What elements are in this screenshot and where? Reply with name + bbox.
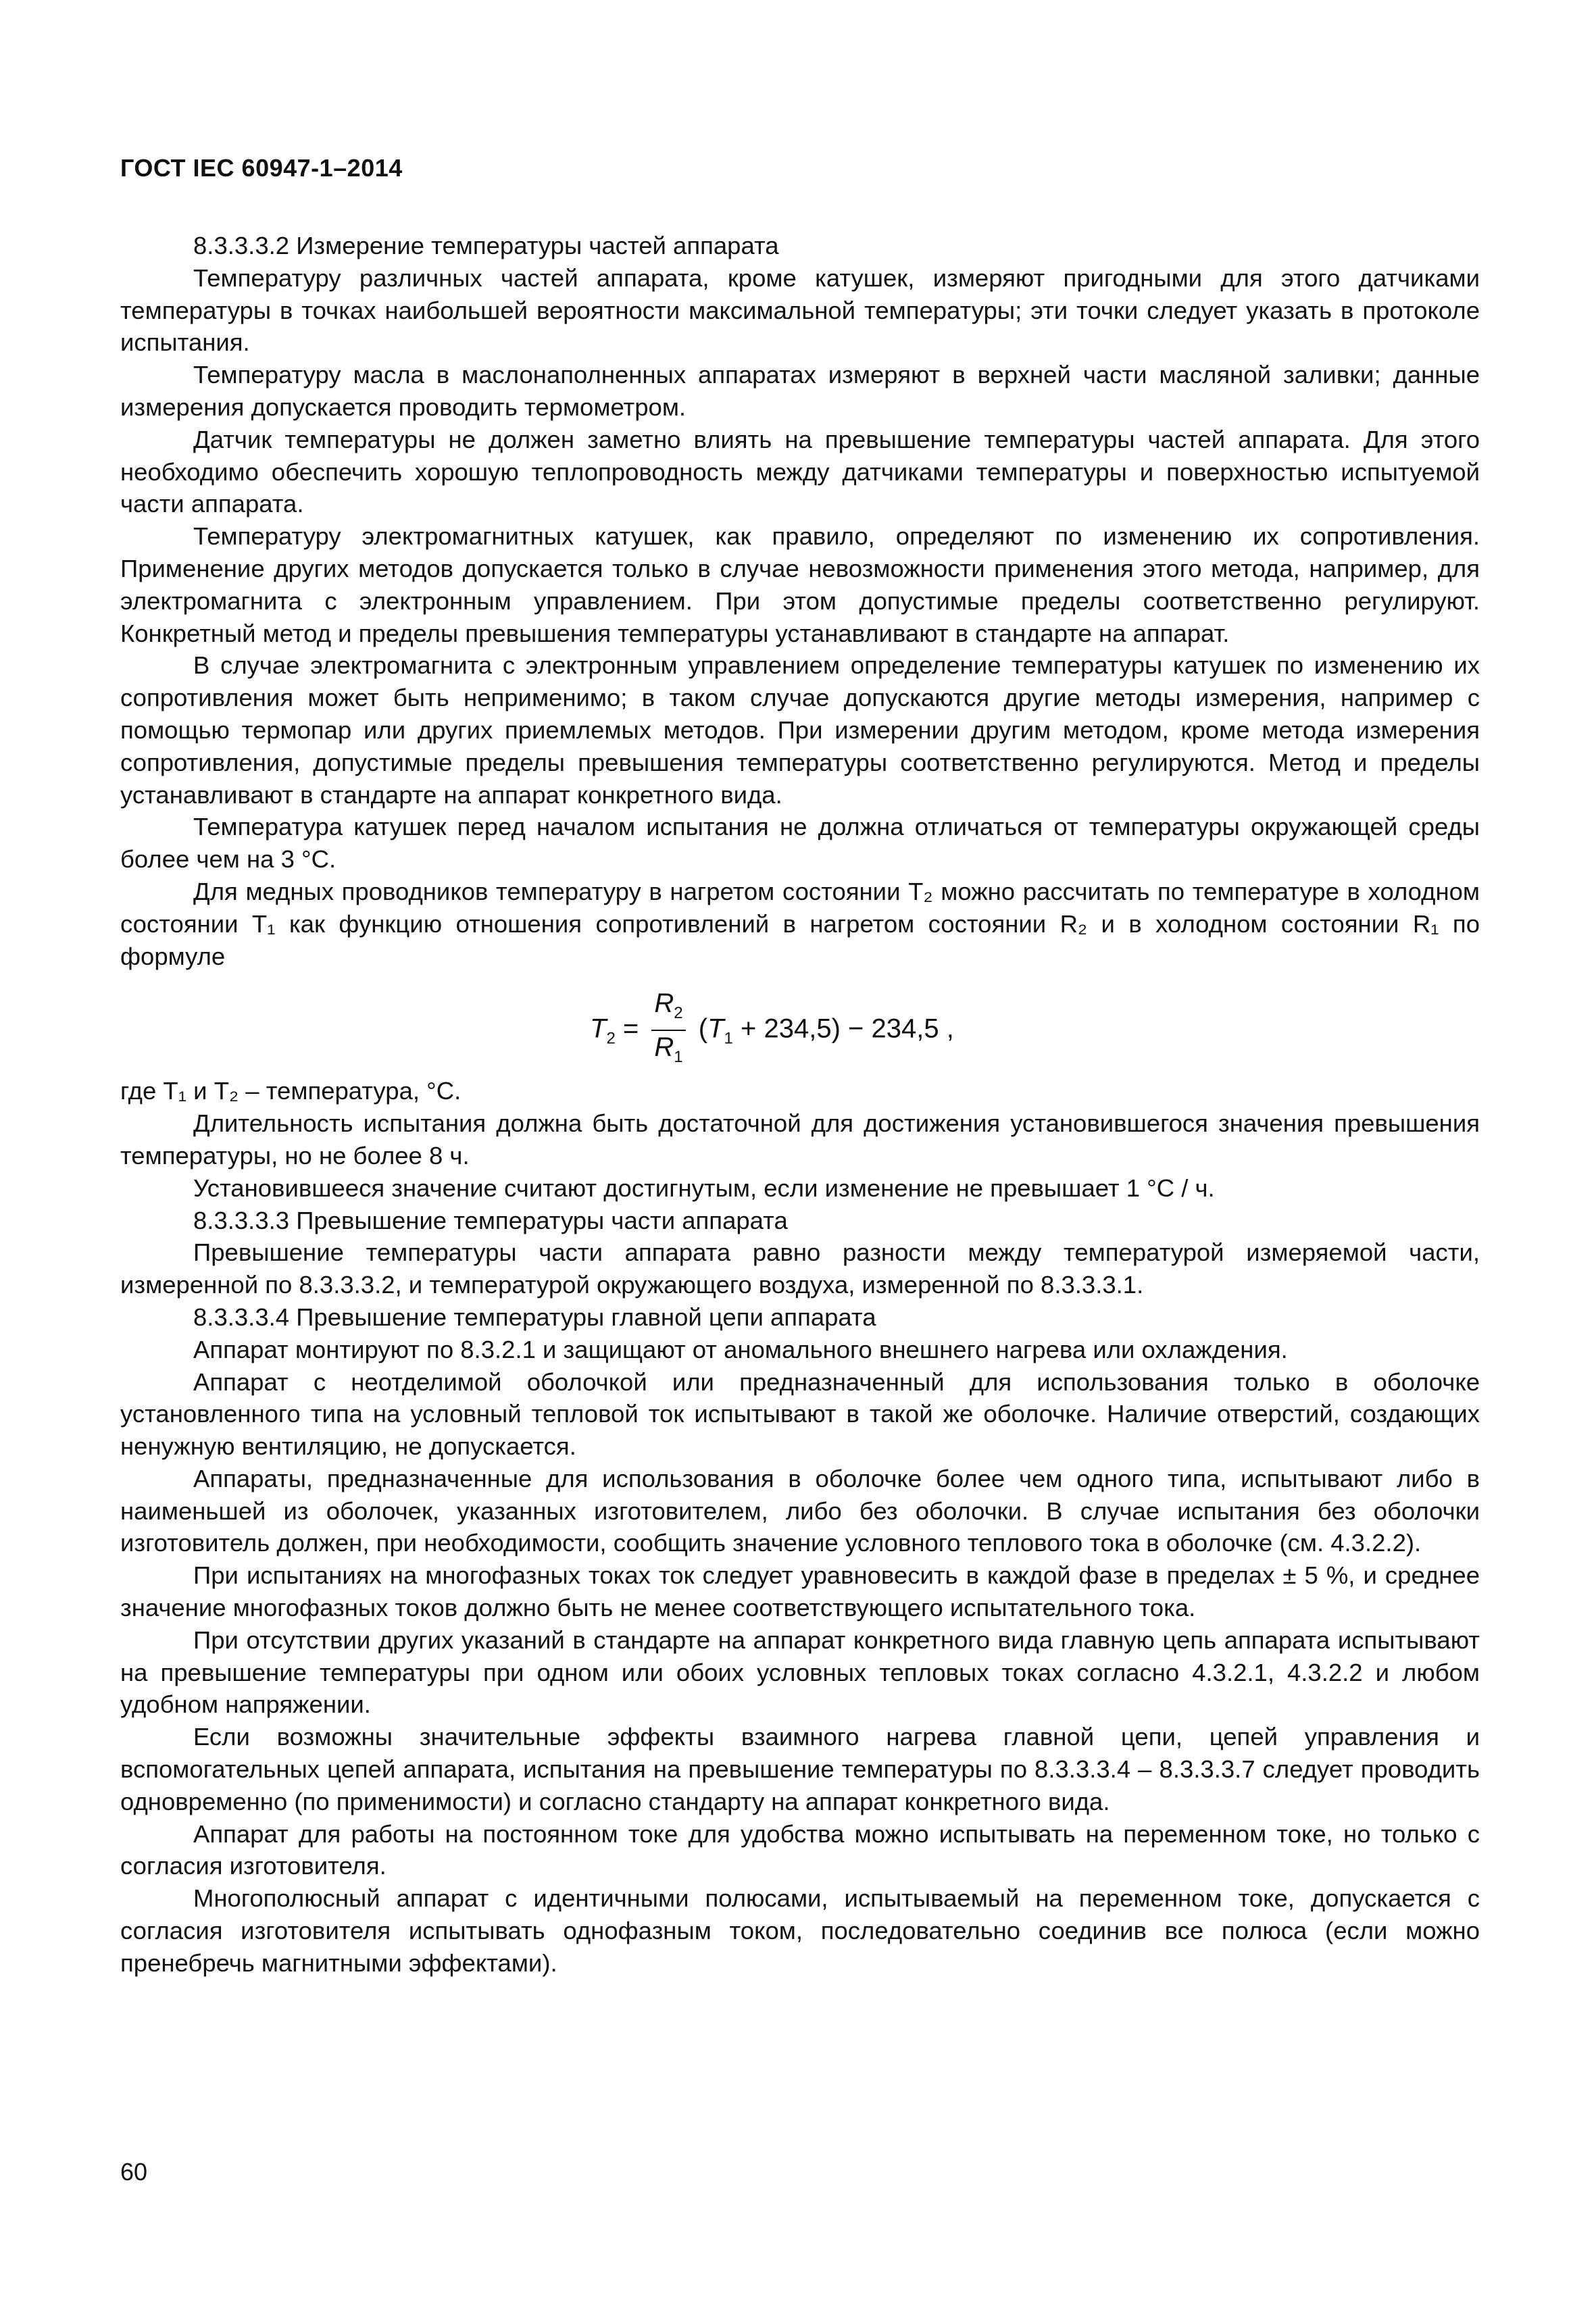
paragraph: В случае электромагнита с электронным управлением определение температуры катушек по изменению их сопротивления может быть неприменимо; в таком случае допускаются другие методы измерения, например с помощью термопар или других приемлемых методов. При измерении другим методом, кроме метода измерения сопротивления, допустимые пределы превышения температуры соответственно регулируются. Метод и пределы устанавливают в стандарте на аппарат конкретного вида. xyxy=(120,651,1480,809)
formula-lhs: T xyxy=(590,1013,607,1044)
paragraph: Температуру электромагнитных катушек, как правило, определяют по изменению их сопротивления. Применение других методов допускается только в случае невозможности применения этого метода, например, для электромагнита с электронным управлением. При этом допустимые пределы соответственно регулируют. Конкретный метод и пределы превышения температуры устанавливают в стандарте на аппарат. xyxy=(120,522,1480,647)
formula-expression: $T_2$ = $\frac{R_2}{R_1}$ $(T_1 + 234,5) - 234,5$ , xyxy=(590,987,954,1074)
formula-denominator: $R_1$ xyxy=(654,1032,683,1067)
formula xyxy=(120,972,1480,1075)
page-header: ГОСТ IEC 60947-1–2014 xyxy=(120,154,403,182)
formula-rest: + 234,5) − 234,5 , xyxy=(732,1013,954,1044)
section-heading: 8.3.3.3.2 Измерение температуры частей аппарата xyxy=(193,232,779,259)
formula-t1: T xyxy=(707,1013,724,1044)
paragraphs-before-formula xyxy=(120,230,1480,972)
paragraph: Установившееся значение считают достигнутым, если изменение не превышает 1 °С / ч. xyxy=(193,1174,1215,1202)
paragraph: Аппараты, предназначенные для использования в оболочке более чем одного типа, испытывают либо в наименьшей из оболочек, указанных изготовителем, либо без оболочки. В случае испытания без оболочки изготовитель должен, при необходимости, сообщить значение условного теплового тока в оболочке (см. 4.3.2.2). xyxy=(120,1464,1480,1557)
document-body xyxy=(120,230,1480,1980)
paragraph: Многополюсный аппарат с идентичными полюсами, испытываемый на переменном токе, допускается с согласия изготовителя испытывать однофазным током, последовательно соединив все полюса (если можно пренебречь магнитными эффектами). xyxy=(120,1884,1480,1977)
paragraph: Длительность испытания должна быть достаточной для достижения установившегося значения превышения температуры, но не более 8 ч. xyxy=(120,1109,1480,1169)
paragraph: Температуру масла в маслонаполненных аппаратах измеряют в верхней части масляной заливки; данные измерения допускается проводить термометром. xyxy=(120,361,1480,421)
paragraph: При отсутствии других указаний в стандарте на аппарат конкретного вида главную цепь аппарата испытывают на превышение температуры при одном или обоих условных тепловых токах согласно 4.3.2.1, 4.3.2.2 и любом удобном напряжении. xyxy=(120,1626,1480,1719)
paragraph: Датчик температуры не должен заметно влиять на превышение температуры частей аппарата. Для этого необходимо обеспечить хорошую теплопроводность между датчиками температуры и поверхностью испытуемой части аппарата. xyxy=(120,425,1480,518)
formula-numerator: $R_2$ xyxy=(651,987,685,1031)
paragraph: При испытаниях на многофазных токах ток следует уравновесить в каждой фазе в пределах ± 5 %, и среднее значение многофазных токов должно быть не менее соответствующего испытательного тока. xyxy=(120,1561,1480,1622)
section-heading: 8.3.3.3.4 Превышение температуры главной цепи аппарата xyxy=(193,1303,876,1331)
paragraphs-after-formula xyxy=(120,1075,1480,1979)
paragraph: Превышение температуры части аппарата равно разности между температурой измеряемой части, измеренной по 8.3.3.3.2, и температурой окружающего воздуха, измеренной по 8.3.3.3.1. xyxy=(120,1238,1480,1299)
formula-fraction xyxy=(651,987,685,1074)
page-number: 60 xyxy=(120,2158,148,2186)
paragraph: Температура катушек перед началом испытания не должна отличаться от температуры окружающей среды более чем на 3 °С. xyxy=(120,813,1480,874)
paragraph: Температуру различных частей аппарата, кроме катушек, измеряют пригодными для этого датчиками температуры в точках наибольшей вероятности максимальной температуры; эти точки следует указать в протоколе испытания. xyxy=(120,263,1480,357)
paragraph: Аппарат с неотделимой оболочкой или предназначенный для использования только в оболочке установленного типа на условный тепловой ток испытывают в такой же оболочке. Наличие отверстий, создающих ненужную вентиляцию, не допускается. xyxy=(120,1367,1480,1461)
paragraph: где T₁ и T₂ – температура, °С. xyxy=(120,1077,462,1105)
formula-lhs-sub: 2 xyxy=(606,1029,616,1048)
formula-t1-sub: 1 xyxy=(724,1029,733,1048)
section-heading: 8.3.3.3.3 Превышение температуры части аппарата xyxy=(193,1206,788,1234)
paragraph: Аппарат монтируют по 8.3.2.1 и защищают от аномального внешнего нагрева или охлаждения. xyxy=(193,1335,1288,1363)
paragraph: Для медных проводников температуру в нагретом состоянии T₂ можно рассчитать по температуре в холодном состоянии T₁ как функцию отношения сопротивлений в нагретом состоянии R₂ и в холодном состоянии R₁ по формуле xyxy=(120,877,1480,970)
formula-open-paren: ( xyxy=(698,1013,708,1044)
paragraph: Аппарат для работы на постоянном токе для удобства можно испытывать на переменном токе, но только с согласия изготовителя. xyxy=(120,1819,1480,1880)
paragraph: Если возможны значительные эффекты взаимного нагрева главной цепи, цепей управления и вспомогательных цепей аппарата, испытания на превышение температуры по 8.3.3.3.4 – 8.3.3.3.7 следует проводить одновременно (по применимости) и согласно стандарту на аппарат конкретного вида. xyxy=(120,1723,1480,1815)
